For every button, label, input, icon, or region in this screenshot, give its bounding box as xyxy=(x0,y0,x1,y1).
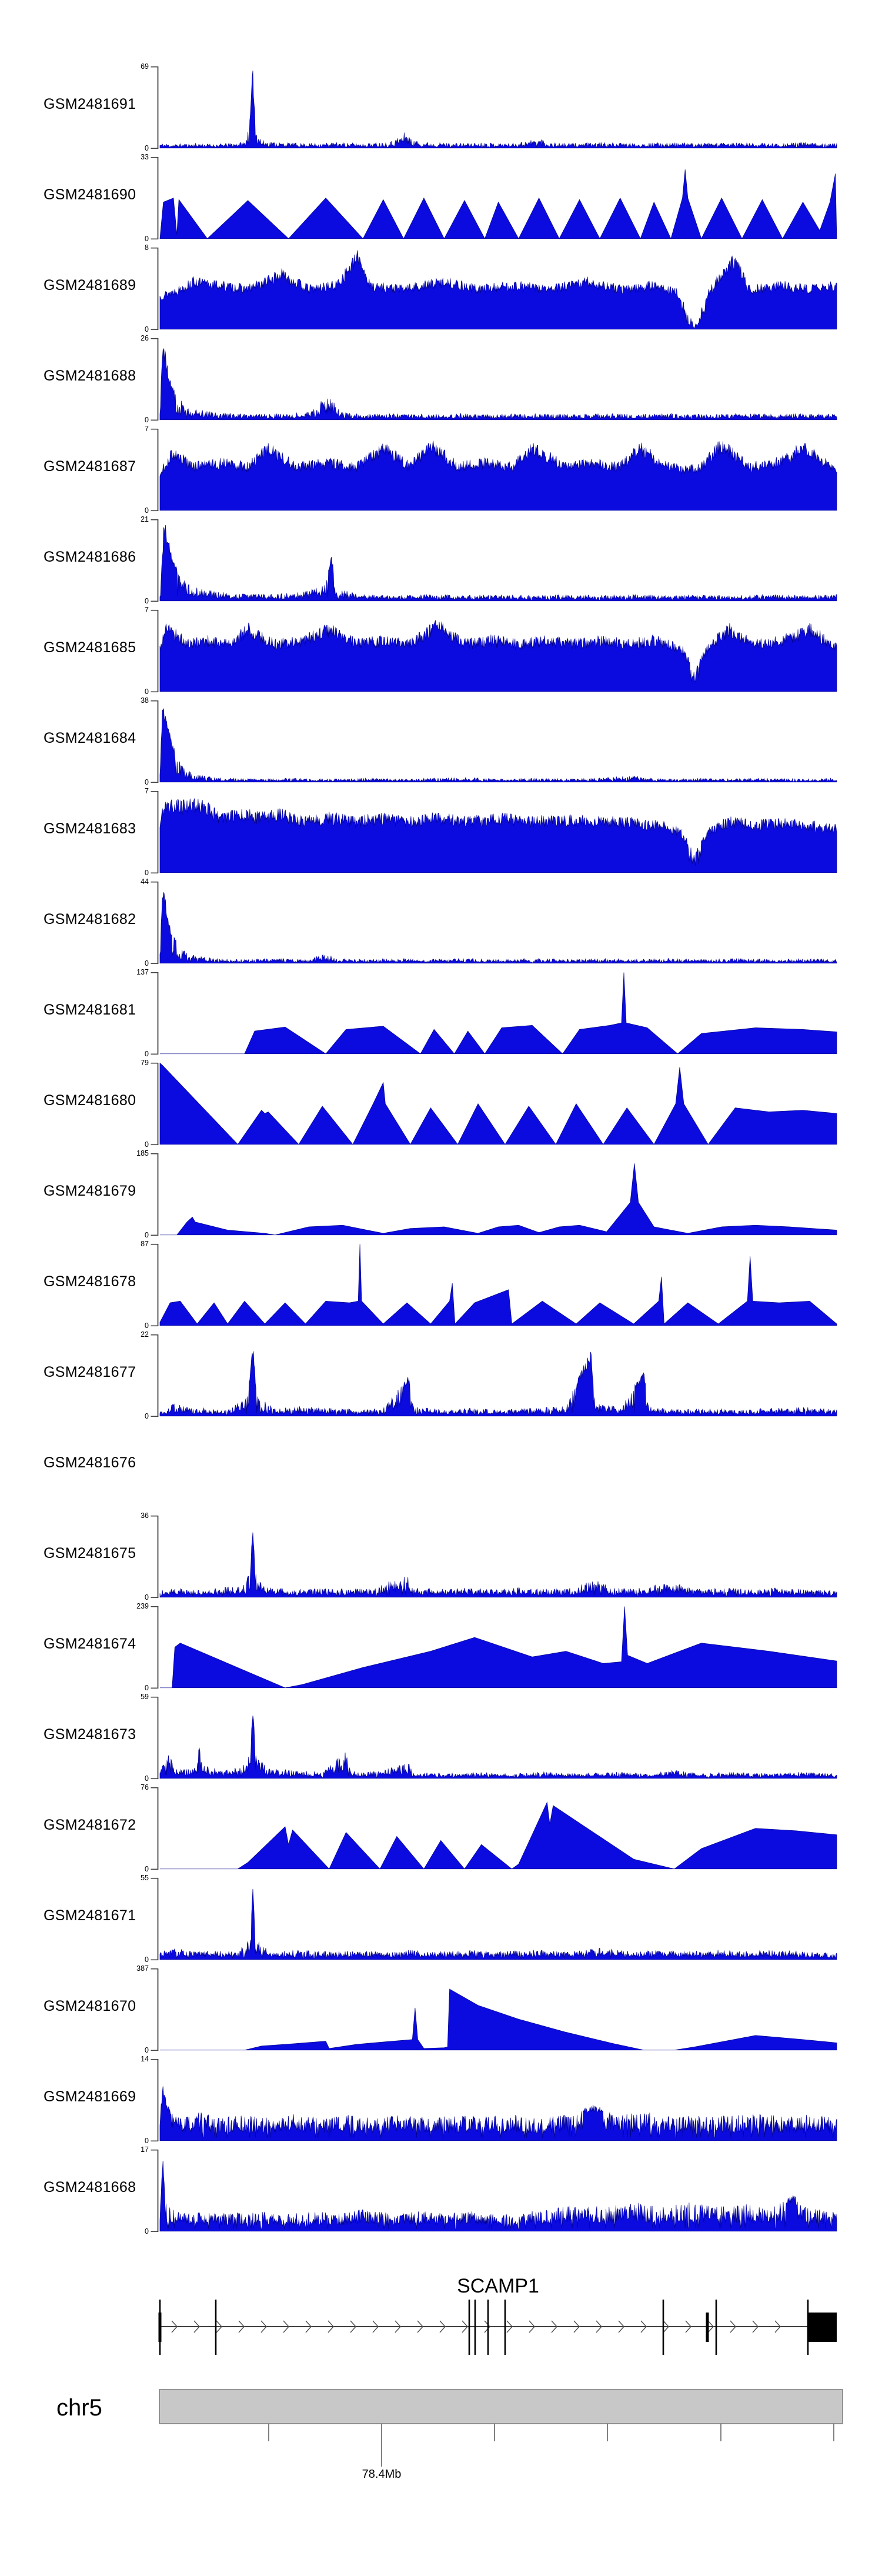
track-label: GSM2481686 xyxy=(44,549,136,565)
chromosome-label: chr5 xyxy=(56,2395,102,2421)
signal-area xyxy=(160,2161,837,2231)
y-axis-max-label: 59 xyxy=(141,1693,149,1701)
signal-plot xyxy=(147,1334,837,1417)
track-label: GSM2481675 xyxy=(44,1545,136,1561)
signal-plot xyxy=(147,790,837,874)
y-axis-max-label: 69 xyxy=(141,62,149,71)
signal-area xyxy=(160,169,837,239)
track-label: GSM2481678 xyxy=(44,1273,136,1290)
y-axis-zero-label: 0 xyxy=(145,1231,149,1239)
gene-name-label: SCAMP1 xyxy=(457,2275,539,2297)
y-axis-max-label: 26 xyxy=(141,334,149,342)
signal-plot xyxy=(147,881,837,965)
track-label: GSM2481673 xyxy=(44,1726,136,1743)
genome-axis-tick-label: 78.4Mb xyxy=(362,2468,402,2481)
y-axis-max-label: 387 xyxy=(136,1964,149,1973)
signal-area xyxy=(160,1889,837,1960)
track-label: GSM2481682 xyxy=(44,911,136,927)
y-axis-zero-label: 0 xyxy=(145,2227,149,2235)
signal-area xyxy=(160,620,837,692)
signal-area xyxy=(160,441,837,510)
y-axis-max-label: 239 xyxy=(136,1602,149,1610)
track-label: GSM2481684 xyxy=(44,730,136,746)
gene-model-track xyxy=(0,2294,882,2361)
signal-plot xyxy=(147,1696,837,1780)
signal-area xyxy=(160,1244,837,1326)
signal-area xyxy=(160,1533,837,1597)
signal-area xyxy=(160,1716,837,1778)
track-label: GSM2481669 xyxy=(44,2088,136,2105)
signal-area xyxy=(160,709,837,782)
signal-area xyxy=(160,1802,837,1868)
y-axis-zero-label: 0 xyxy=(145,144,149,152)
y-axis-max-label: 22 xyxy=(141,1330,149,1339)
signal-area xyxy=(160,1163,837,1235)
signal-plot xyxy=(147,609,837,693)
signal-plot xyxy=(147,519,837,602)
y-axis-max-label: 7 xyxy=(145,606,149,614)
signal-plot xyxy=(147,700,837,783)
y-axis-zero-label: 0 xyxy=(145,1050,149,1058)
signal-plot xyxy=(147,247,837,331)
y-axis-zero-label: 0 xyxy=(145,597,149,605)
signal-plot xyxy=(147,1606,837,1689)
y-axis-zero-label: 0 xyxy=(145,2137,149,2145)
y-axis-max-label: 36 xyxy=(141,1511,149,1520)
ideogram-bar xyxy=(159,2390,843,2424)
signal-plot xyxy=(147,1062,837,1146)
track-label: GSM2481691 xyxy=(44,96,136,112)
track-label: GSM2481672 xyxy=(44,1817,136,1833)
y-axis-zero-label: 0 xyxy=(145,869,149,877)
y-axis-zero-label: 0 xyxy=(145,1593,149,1601)
y-axis-max-label: 76 xyxy=(141,1783,149,1791)
y-axis-zero-label: 0 xyxy=(145,1412,149,1420)
signal-area xyxy=(160,71,837,148)
y-axis-max-label: 44 xyxy=(141,877,149,886)
y-axis-max-label: 8 xyxy=(145,243,149,252)
y-axis-zero-label: 0 xyxy=(145,1684,149,1692)
signal-plot xyxy=(147,1877,837,1961)
y-axis-max-label: 79 xyxy=(141,1059,149,1067)
signal-area xyxy=(160,349,837,420)
signal-area xyxy=(160,892,837,963)
track-label: GSM2481677 xyxy=(44,1364,136,1380)
signal-plot xyxy=(147,972,837,1055)
track-label: GSM2481688 xyxy=(44,368,136,384)
exon-cds-box xyxy=(808,2313,837,2342)
y-axis-max-label: 38 xyxy=(141,696,149,705)
track-label: GSM2481676 xyxy=(44,1454,136,1471)
signal-area xyxy=(160,525,837,601)
track-label: GSM2481690 xyxy=(44,186,136,203)
y-axis-max-label: 17 xyxy=(141,2145,149,2154)
signal-plot xyxy=(147,1968,837,2051)
y-axis-max-label: 33 xyxy=(141,153,149,161)
signal-plot xyxy=(147,428,837,512)
y-axis-zero-label: 0 xyxy=(145,2046,149,2054)
y-axis-zero-label: 0 xyxy=(145,1956,149,1964)
y-axis-max-label: 7 xyxy=(145,787,149,795)
track-label: GSM2481674 xyxy=(44,1636,136,1652)
chromosome-ideogram-track xyxy=(0,2382,882,2485)
signal-plot xyxy=(147,1243,837,1327)
y-axis-zero-label: 0 xyxy=(145,1865,149,1873)
signal-area xyxy=(160,1063,837,1144)
signal-area xyxy=(160,1352,837,1416)
track-label: GSM2481689 xyxy=(44,277,136,293)
signal-plot xyxy=(147,1515,837,1599)
y-axis-max-label: 137 xyxy=(136,968,149,976)
y-axis-max-label: 7 xyxy=(145,425,149,433)
signal-area xyxy=(160,251,837,329)
signal-plot xyxy=(147,1787,837,1870)
y-axis-zero-label: 0 xyxy=(145,1774,149,1783)
track-label: GSM2481679 xyxy=(44,1183,136,1199)
signal-area xyxy=(160,1607,837,1688)
track-label: GSM2481685 xyxy=(44,639,136,656)
y-axis-max-label: 185 xyxy=(136,1149,149,1157)
signal-plot xyxy=(147,338,837,421)
y-axis-zero-label: 0 xyxy=(145,235,149,243)
signal-plot xyxy=(147,2149,837,2233)
track-label: GSM2481671 xyxy=(44,1907,136,1924)
y-axis-max-label: 21 xyxy=(141,515,149,523)
track-label: GSM2481683 xyxy=(44,820,136,837)
track-label: GSM2481670 xyxy=(44,1998,136,2014)
track-label: GSM2481687 xyxy=(44,458,136,475)
signal-plot xyxy=(147,1153,837,1236)
y-axis-zero-label: 0 xyxy=(145,325,149,333)
track-label: GSM2481680 xyxy=(44,1092,136,1109)
y-axis-max-label: 14 xyxy=(141,2055,149,2063)
y-axis-zero-label: 0 xyxy=(145,778,149,786)
signal-area xyxy=(160,799,837,873)
signal-plot xyxy=(147,2058,837,2142)
signal-area xyxy=(160,1989,837,2050)
y-axis-zero-label: 0 xyxy=(145,416,149,424)
signal-area xyxy=(160,2087,837,2141)
y-axis-zero-label: 0 xyxy=(145,1140,149,1149)
signal-area xyxy=(160,973,837,1054)
signal-plot xyxy=(147,66,837,149)
y-axis-zero-label: 0 xyxy=(145,506,149,515)
track-label: GSM2481681 xyxy=(44,1002,136,1018)
y-axis-max-label: 87 xyxy=(141,1240,149,1248)
track-label: GSM2481668 xyxy=(44,2179,136,2195)
signal-plot xyxy=(147,156,837,240)
y-axis-zero-label: 0 xyxy=(145,1322,149,1330)
y-axis-zero-label: 0 xyxy=(145,959,149,967)
y-axis-zero-label: 0 xyxy=(145,688,149,696)
y-axis-max-label: 55 xyxy=(141,1874,149,1882)
